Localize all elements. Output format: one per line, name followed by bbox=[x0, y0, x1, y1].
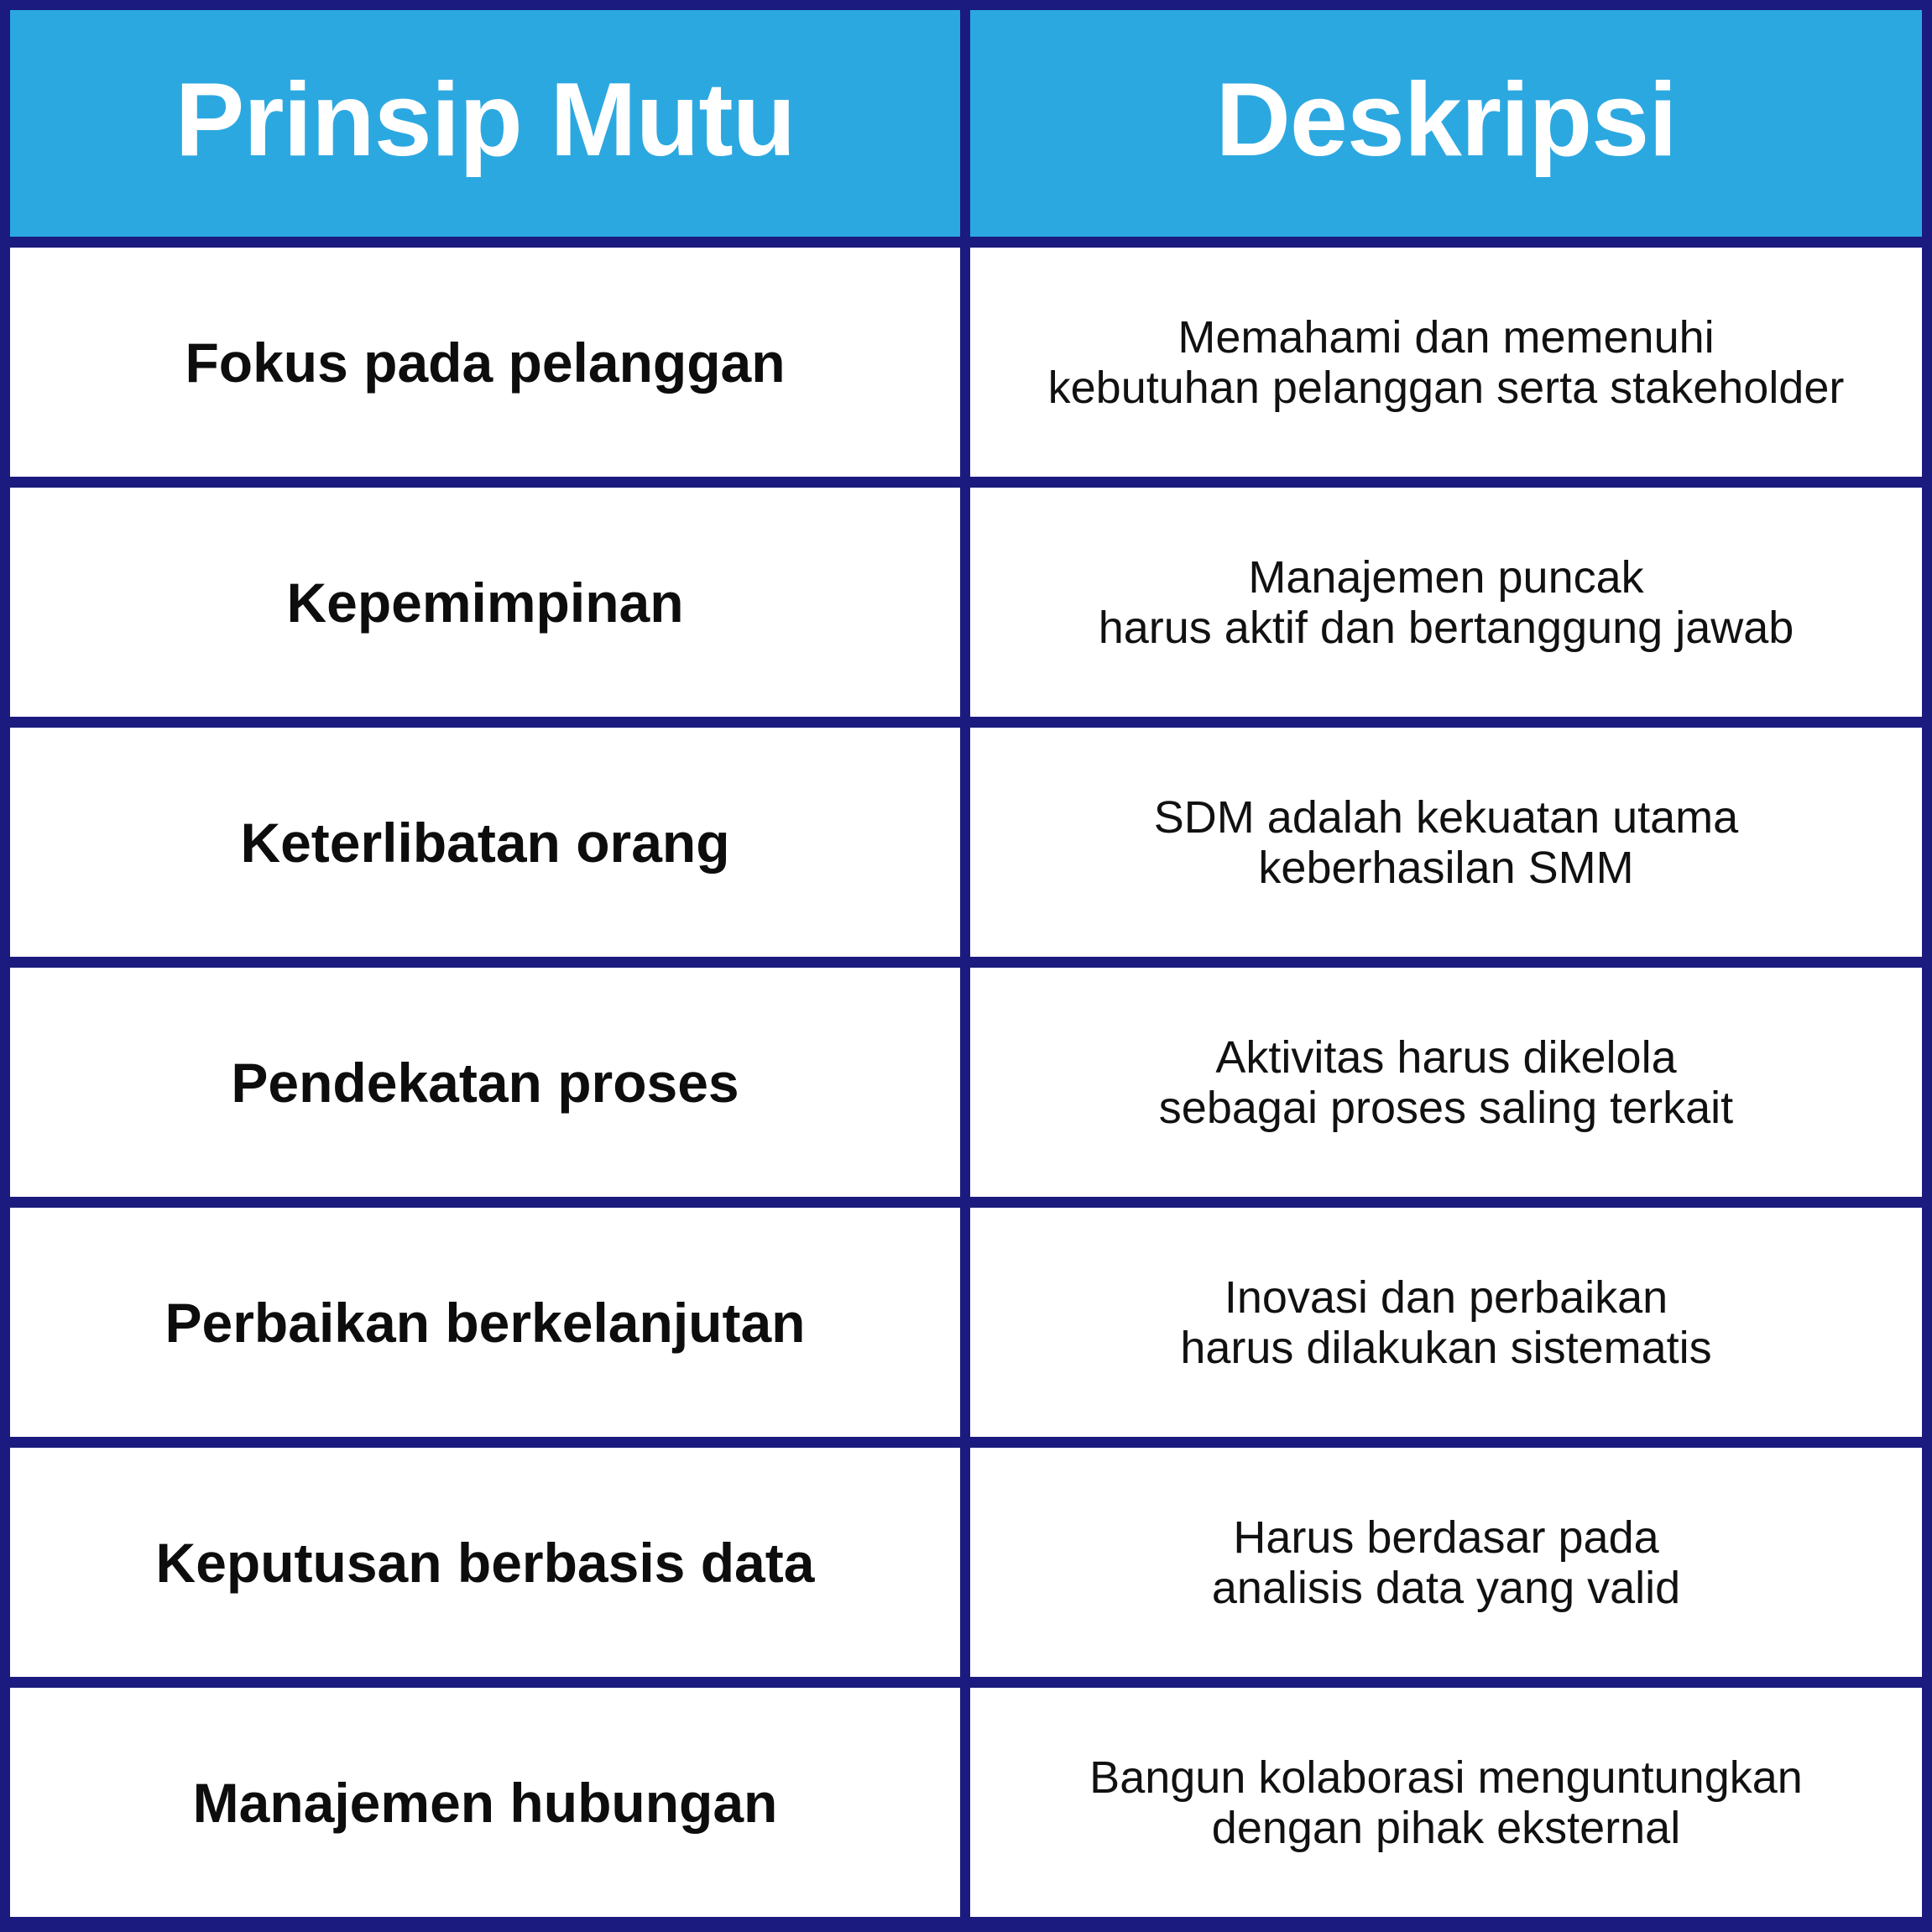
description-line: sebagai proses saling terkait bbox=[1158, 1082, 1734, 1133]
principle-cell: Perbaikan berkelanjutan bbox=[10, 1208, 960, 1437]
description-line: Harus berdasar pada bbox=[1233, 1512, 1659, 1563]
description-cell bbox=[970, 488, 1922, 717]
description-line: dengan pihak eksternal bbox=[1211, 1802, 1681, 1853]
principle-cell: Manajemen hubungan bbox=[10, 1688, 960, 1917]
principle-cell: Kepemimpinan bbox=[10, 488, 960, 717]
description-line: kebutuhan pelanggan serta stakeholder bbox=[1047, 362, 1845, 413]
description-line: SDM adalah kekuatan utama bbox=[1153, 791, 1739, 843]
description-cell bbox=[970, 728, 1922, 957]
description-line: Manajemen puncak bbox=[1248, 551, 1644, 603]
description-line: harus aktif dan bertanggung jawab bbox=[1098, 602, 1794, 653]
description-line: Bangun kolaborasi menguntungkan bbox=[1089, 1752, 1803, 1803]
header-principle: Prinsip Mutu bbox=[10, 10, 960, 237]
principle-cell: Keterlibatan orang bbox=[10, 728, 960, 957]
description-cell bbox=[970, 248, 1922, 477]
description-line: Aktivitas harus dikelola bbox=[1215, 1031, 1677, 1083]
description-line: Inovasi dan perbaikan bbox=[1224, 1271, 1668, 1323]
principle-cell: Keputusan berbasis data bbox=[10, 1448, 960, 1677]
principle-cell: Pendekatan proses bbox=[10, 968, 960, 1197]
description-cell bbox=[970, 1448, 1922, 1677]
description-line: harus dilakukan sistematis bbox=[1180, 1322, 1712, 1373]
description-line: Memahami dan memenuhi bbox=[1177, 311, 1715, 363]
description-cell bbox=[970, 968, 1922, 1197]
description-line: analisis data yang valid bbox=[1211, 1562, 1681, 1613]
description-cell bbox=[970, 1208, 1922, 1437]
description-cell bbox=[970, 1688, 1922, 1917]
principle-cell: Fokus pada pelanggan bbox=[10, 248, 960, 477]
header-description: Deskripsi bbox=[970, 10, 1922, 237]
description-line: keberhasilan SMM bbox=[1258, 842, 1634, 893]
